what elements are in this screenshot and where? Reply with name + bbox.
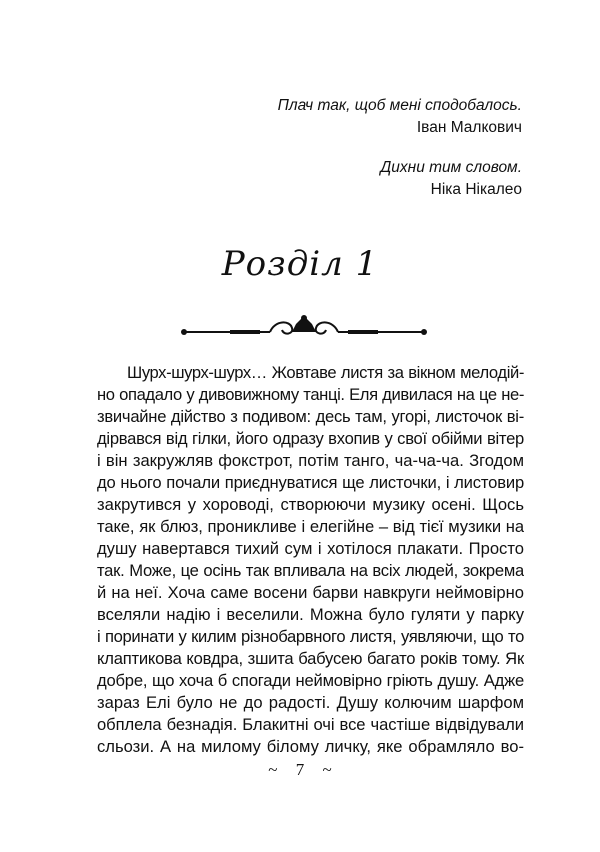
text-line: і поринати у килим різнобарвного листя, уявляючи, що то	[97, 627, 524, 646]
text-line: зараз Елі було не до радості. Душу колючим шарфом	[97, 693, 524, 712]
epigraph-1	[278, 95, 522, 139]
text-line: Шурх-шурх-шурх… Жовтаве листя за вікном мелодій-	[127, 363, 524, 382]
chapter-title: Розділ 1	[221, 244, 379, 284]
text-line: таке, як блюз, проникливе і елегійне – від тієї музики на	[97, 517, 524, 536]
text-line: так. Може, це осінь так впливала на всіх людей, зокрема	[97, 561, 524, 580]
text-line: до нього почали приєднуватися ще листочки, і листовир	[97, 473, 524, 492]
epigraph-author: Іван Малкович	[416, 119, 522, 136]
epigraph-2	[380, 157, 522, 201]
text-line: но опадало у дивовижному танці. Еля дивилася на це не-	[97, 385, 524, 404]
epigraph-quote: Плач так, щоб мені сподобалось.	[277, 97, 522, 114]
epigraph-author: Ніка Нікалео	[430, 181, 522, 198]
text-line: й на неї. Хоча саме восени барви навкруги неймовірно	[97, 583, 524, 602]
text-line: клаптикова ковдра, зшита бабусею багато років тому. Як	[97, 649, 524, 668]
text-line: обплела безнадія. Блакитні очі все частіше відвідували	[97, 715, 524, 734]
ornament-divider-icon	[180, 312, 428, 342]
text-line: сльози. А на милому білому личку, яке обрамляло во-	[97, 737, 524, 756]
text-line: закрутився у хороводі, створюючи музику осені. Щось	[97, 495, 524, 514]
text-line: дірвався від гілки, його одразу вхопив у свої обійми вітер	[97, 429, 524, 448]
epigraph-quote: Дихни тим словом.	[380, 159, 522, 176]
page-number: ~ 7 ~	[268, 760, 332, 779]
text-line: душу навертався тихий сум і хотілося плакати. Просто	[97, 539, 524, 558]
body-text	[97, 362, 524, 758]
text-line: звичайне дійство з подивом: десь там, угорі, листочок ві-	[97, 407, 524, 426]
text-line: вселяли надію і веселили. Можна було гуляти у парку	[97, 605, 524, 624]
text-line: добре, що хоча б спогади неймовірно гріють душу. Адже	[97, 671, 524, 690]
text-line: і він закружляв фокстрот, потім танго, ча-ча-ча. Згодом	[97, 451, 524, 470]
